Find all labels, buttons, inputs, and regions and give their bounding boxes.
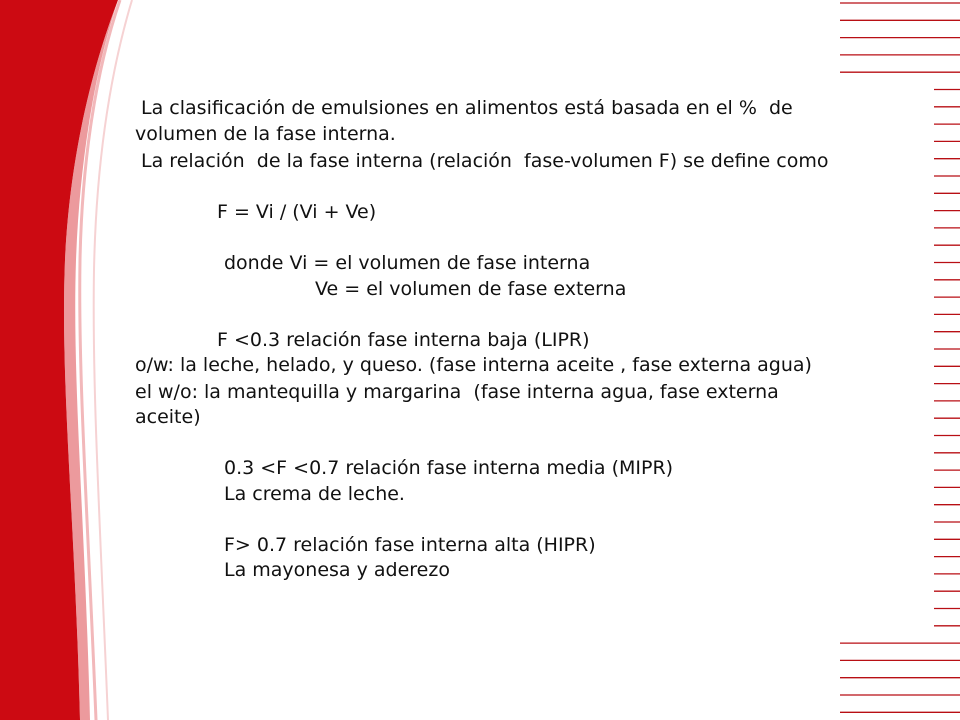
text-line-aceite: aceite) (135, 406, 201, 428)
text-line-crema: La crema de leche. (224, 483, 405, 505)
text-line-lipr: F <0.3 relación fase interna baja (LIPR) (217, 329, 590, 351)
text-line-2: volumen de la fase interna. (135, 123, 396, 145)
text-line-vi: donde Vi = el volumen de fase interna (224, 252, 591, 274)
text-line-mayonesa: La mayonesa y aderezo (224, 559, 450, 581)
formula-line: F = Vi / (Vi + Ve) (217, 201, 377, 223)
text-line-1: La clasificación de emulsiones en alimentos está basada en el % de (135, 97, 793, 119)
text-line-hipr: F> 0.7 relación fase interna alta (HIPR) (224, 534, 596, 556)
text-line-3: La relación de la fase interna (relación fase-volumen F) se define como (135, 150, 829, 172)
text-line-ve: Ve = el volumen de fase externa (315, 278, 627, 300)
text-line-ow: o/w: la leche, helado, y queso. (fase interna aceite , fase externa agua) (135, 354, 812, 376)
text-line-mipr: 0.3 <F <0.7 relación fase interna media (MIPR) (224, 457, 674, 479)
text-line-wo: el w/o: la mantequilla y margarina (fase interna agua, fase externa (135, 381, 779, 403)
